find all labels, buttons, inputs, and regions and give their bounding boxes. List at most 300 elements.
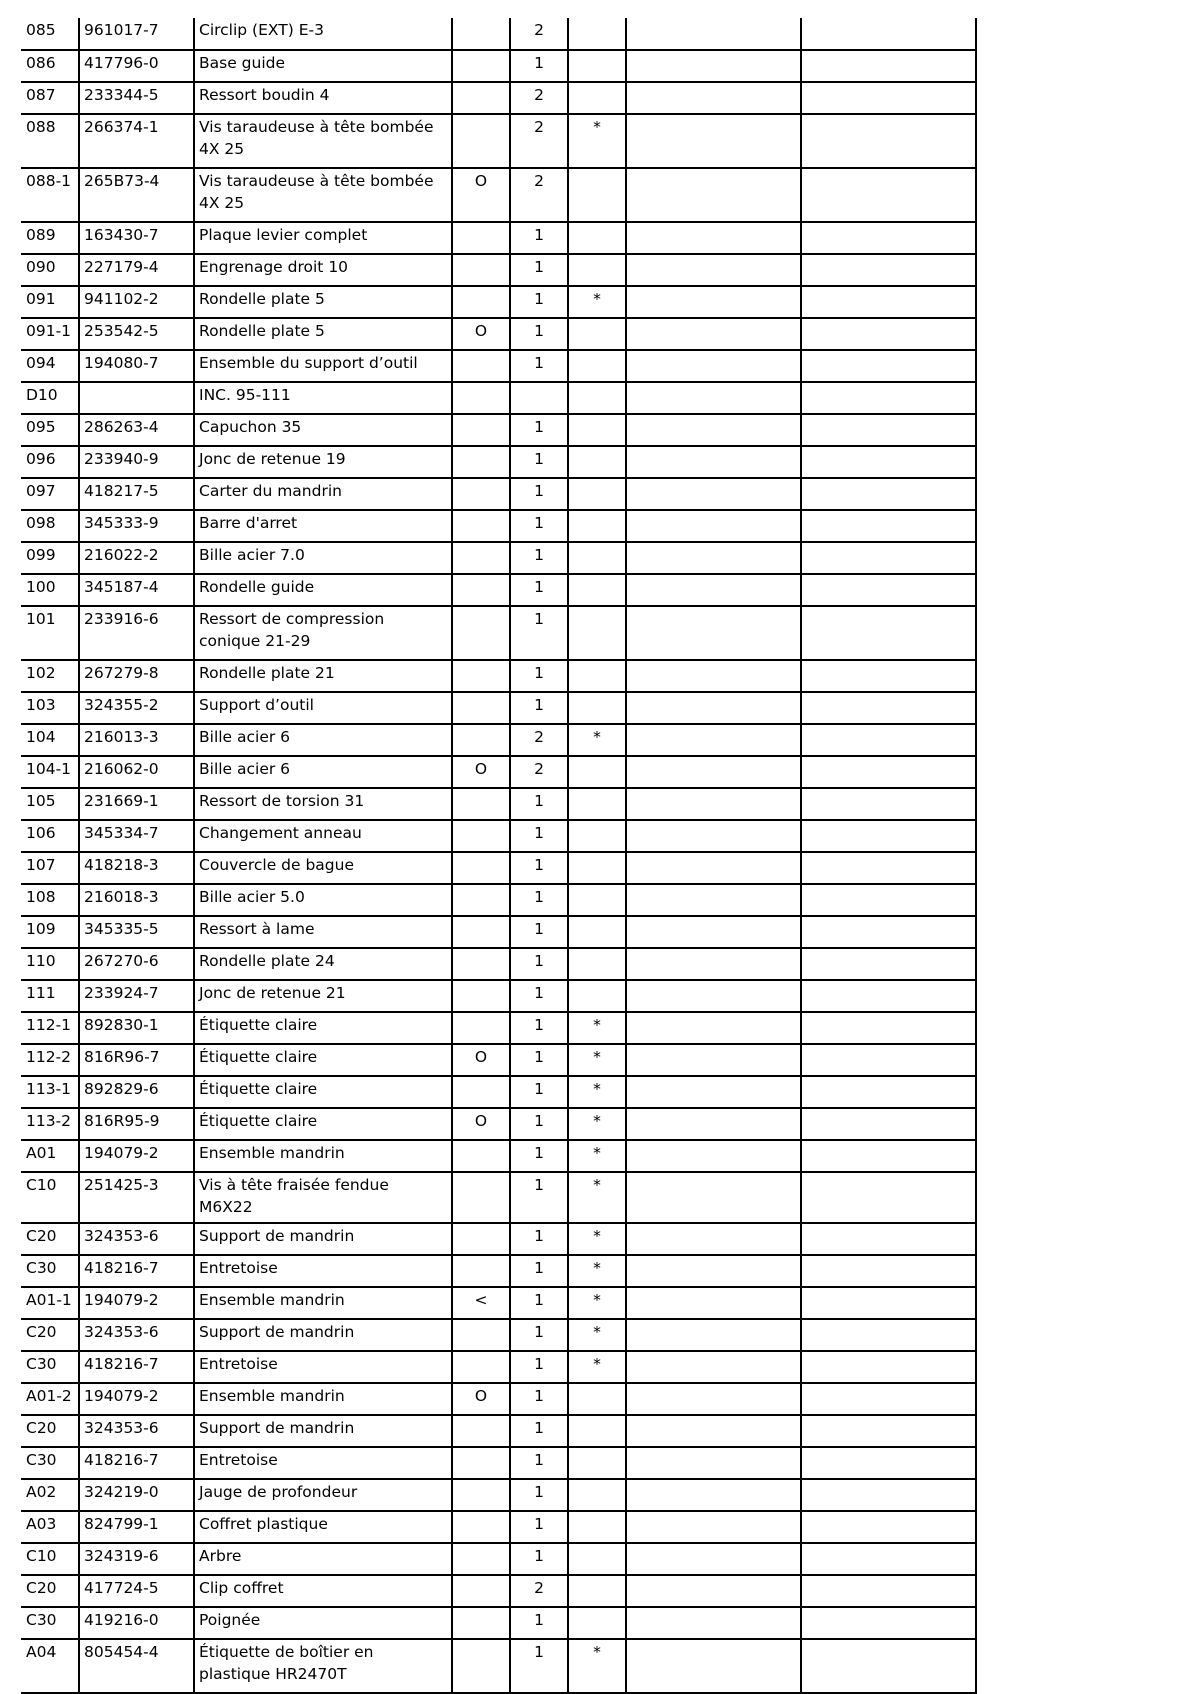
- item-number-cell: A03: [21, 1511, 79, 1543]
- table-row: [21, 852, 976, 884]
- blank-cell: [626, 756, 801, 788]
- table-row: [21, 1319, 976, 1351]
- blank-cell: [626, 350, 801, 382]
- blank-cell: [801, 382, 976, 414]
- table-row: [21, 318, 976, 350]
- description-cell: Plaque levier complet: [194, 222, 452, 254]
- quantity-cell: 1: [510, 980, 568, 1012]
- blank-cell: [801, 1044, 976, 1076]
- blank-cell: [626, 168, 801, 222]
- item-number-cell: C10: [21, 1172, 79, 1223]
- item-number-cell: 109: [21, 916, 79, 948]
- blank-cell: [801, 1479, 976, 1511]
- quantity-cell: 2: [510, 168, 568, 222]
- blank-cell: [801, 756, 976, 788]
- blank-cell: [801, 1223, 976, 1255]
- blank-cell: [801, 1415, 976, 1447]
- part-number-cell: 324355-2: [79, 692, 194, 724]
- table-row: [21, 1287, 976, 1319]
- option-cell: [452, 980, 510, 1012]
- note-cell: *: [568, 1108, 626, 1140]
- blank-cell: [626, 1479, 801, 1511]
- quantity-cell: 1: [510, 948, 568, 980]
- option-cell: [452, 50, 510, 82]
- table-row: [21, 1479, 976, 1511]
- quantity-cell: 1: [510, 1479, 568, 1511]
- description-cell: Support de mandrin: [194, 1223, 452, 1255]
- quantity-cell: 1: [510, 852, 568, 884]
- option-cell: [452, 852, 510, 884]
- note-cell: [568, 414, 626, 446]
- table-row: [21, 788, 976, 820]
- option-cell: [452, 446, 510, 478]
- quantity-cell: 1: [510, 1415, 568, 1447]
- description-cell: Support de mandrin: [194, 1415, 452, 1447]
- option-cell: [452, 350, 510, 382]
- quantity-cell: 2: [510, 82, 568, 114]
- blank-cell: [801, 980, 976, 1012]
- table-row: [21, 114, 976, 168]
- part-number-cell: 266374-1: [79, 114, 194, 168]
- table-row: [21, 948, 976, 980]
- quantity-cell: [510, 382, 568, 414]
- description-cell: Capuchon 35: [194, 414, 452, 446]
- part-number-cell: 216013-3: [79, 724, 194, 756]
- description-cell: Étiquette claire: [194, 1076, 452, 1108]
- part-number-cell: 233924-7: [79, 980, 194, 1012]
- part-number-cell: 216018-3: [79, 884, 194, 916]
- description-cell: Ensemble mandrin: [194, 1383, 452, 1415]
- table-row: [21, 756, 976, 788]
- table-row: [21, 510, 976, 542]
- blank-cell: [801, 1575, 976, 1607]
- table-row: [21, 1415, 976, 1447]
- table-row: [21, 254, 976, 286]
- table-row: [21, 820, 976, 852]
- table-row: [21, 1223, 976, 1255]
- blank-cell: [801, 168, 976, 222]
- quantity-cell: 1: [510, 446, 568, 478]
- description-cell: Jonc de retenue 19: [194, 446, 452, 478]
- description-cell: Bille acier 6: [194, 756, 452, 788]
- quantity-cell: 1: [510, 478, 568, 510]
- part-number-cell: 194080-7: [79, 350, 194, 382]
- blank-cell: [801, 574, 976, 606]
- blank-cell: [801, 50, 976, 82]
- option-cell: [452, 286, 510, 318]
- table-row: [21, 1607, 976, 1639]
- note-cell: *: [568, 1076, 626, 1108]
- blank-cell: [801, 948, 976, 980]
- quantity-cell: 1: [510, 606, 568, 660]
- part-number-cell: 267270-6: [79, 948, 194, 980]
- description-cell: Entretoise: [194, 1351, 452, 1383]
- note-cell: [568, 574, 626, 606]
- description-cell: Barre d'arret: [194, 510, 452, 542]
- description-cell: Jauge de profondeur: [194, 1479, 452, 1511]
- part-number-cell: 324319-6: [79, 1543, 194, 1575]
- blank-cell: [626, 18, 801, 50]
- description-cell: Vis à tête fraisée fendue M6X22: [194, 1172, 452, 1223]
- blank-cell: [626, 414, 801, 446]
- blank-cell: [801, 852, 976, 884]
- description-cell: Coffret plastique: [194, 1511, 452, 1543]
- blank-cell: [626, 1172, 801, 1223]
- option-cell: [452, 1076, 510, 1108]
- blank-cell: [626, 606, 801, 660]
- item-number-cell: 112-2: [21, 1044, 79, 1076]
- table-row: [21, 1172, 976, 1223]
- table-row: [21, 1575, 976, 1607]
- part-number-cell: 345187-4: [79, 574, 194, 606]
- part-number-cell: 163430-7: [79, 222, 194, 254]
- table-row: [21, 18, 976, 50]
- quantity-cell: 1: [510, 414, 568, 446]
- description-cell: Ressort de torsion 31: [194, 788, 452, 820]
- description-cell: Carter du mandrin: [194, 478, 452, 510]
- item-number-cell: 098: [21, 510, 79, 542]
- option-cell: O: [452, 756, 510, 788]
- description-cell: Rondelle plate 5: [194, 286, 452, 318]
- note-cell: [568, 18, 626, 50]
- option-cell: [452, 1172, 510, 1223]
- table-row: [21, 350, 976, 382]
- option-cell: [452, 1319, 510, 1351]
- item-number-cell: 095: [21, 414, 79, 446]
- option-cell: [452, 254, 510, 286]
- item-number-cell: 106: [21, 820, 79, 852]
- option-cell: [452, 18, 510, 50]
- part-number-cell: 418216-7: [79, 1255, 194, 1287]
- item-number-cell: C20: [21, 1575, 79, 1607]
- part-number-cell: 324353-6: [79, 1415, 194, 1447]
- part-number-cell: 324219-0: [79, 1479, 194, 1511]
- blank-cell: [626, 222, 801, 254]
- quantity-cell: 1: [510, 1319, 568, 1351]
- quantity-cell: 1: [510, 286, 568, 318]
- note-cell: [568, 916, 626, 948]
- blank-cell: [801, 1607, 976, 1639]
- blank-cell: [626, 980, 801, 1012]
- blank-cell: [801, 1012, 976, 1044]
- part-number-cell: 233916-6: [79, 606, 194, 660]
- quantity-cell: 1: [510, 1012, 568, 1044]
- option-cell: O: [452, 318, 510, 350]
- quantity-cell: 1: [510, 820, 568, 852]
- description-cell: Rondelle plate 5: [194, 318, 452, 350]
- blank-cell: [626, 1012, 801, 1044]
- item-number-cell: 089: [21, 222, 79, 254]
- table-row: [21, 692, 976, 724]
- item-number-cell: 088: [21, 114, 79, 168]
- note-cell: [568, 254, 626, 286]
- part-number-cell: 892830-1: [79, 1012, 194, 1044]
- blank-cell: [626, 478, 801, 510]
- table-row: [21, 980, 976, 1012]
- option-cell: O: [452, 1044, 510, 1076]
- option-cell: [452, 1575, 510, 1607]
- note-cell: *: [568, 1172, 626, 1223]
- description-cell: INC. 95-111: [194, 382, 452, 414]
- description-cell: Engrenage droit 10: [194, 254, 452, 286]
- item-number-cell: 113-1: [21, 1076, 79, 1108]
- item-number-cell: 091: [21, 286, 79, 318]
- blank-cell: [626, 574, 801, 606]
- table-row: [21, 916, 976, 948]
- option-cell: [452, 1543, 510, 1575]
- blank-cell: [801, 788, 976, 820]
- blank-cell: [801, 350, 976, 382]
- quantity-cell: 1: [510, 1383, 568, 1415]
- note-cell: *: [568, 114, 626, 168]
- blank-cell: [801, 414, 976, 446]
- blank-cell: [801, 1076, 976, 1108]
- option-cell: [452, 1415, 510, 1447]
- item-number-cell: A02: [21, 1479, 79, 1511]
- table-row: [21, 1108, 976, 1140]
- part-number-cell: 251425-3: [79, 1172, 194, 1223]
- note-cell: [568, 820, 626, 852]
- note-cell: [568, 756, 626, 788]
- note-cell: [568, 82, 626, 114]
- note-cell: *: [568, 724, 626, 756]
- table-row: [21, 1044, 976, 1076]
- quantity-cell: 1: [510, 1543, 568, 1575]
- blank-cell: [801, 1319, 976, 1351]
- quantity-cell: 1: [510, 884, 568, 916]
- option-cell: [452, 1140, 510, 1172]
- part-number-cell: 417796-0: [79, 50, 194, 82]
- blank-cell: [626, 1639, 801, 1693]
- table-row: [21, 478, 976, 510]
- table-row: [21, 1447, 976, 1479]
- blank-cell: [626, 660, 801, 692]
- part-number-cell: 231669-1: [79, 788, 194, 820]
- description-cell: Ressort boudin 4: [194, 82, 452, 114]
- blank-cell: [626, 50, 801, 82]
- blank-cell: [626, 1351, 801, 1383]
- note-cell: [568, 1479, 626, 1511]
- description-cell: Ressort de compression conique 21-29: [194, 606, 452, 660]
- blank-cell: [801, 254, 976, 286]
- parts-list: [21, 18, 976, 1694]
- part-number-cell: [79, 382, 194, 414]
- blank-cell: [801, 510, 976, 542]
- option-cell: [452, 542, 510, 574]
- item-number-cell: A01: [21, 1140, 79, 1172]
- description-cell: Étiquette claire: [194, 1108, 452, 1140]
- part-number-cell: 418216-7: [79, 1447, 194, 1479]
- quantity-cell: 1: [510, 660, 568, 692]
- item-number-cell: 110: [21, 948, 79, 980]
- description-cell: Clip coffret: [194, 1575, 452, 1607]
- table-row: [21, 1543, 976, 1575]
- blank-cell: [801, 1351, 976, 1383]
- item-number-cell: 107: [21, 852, 79, 884]
- table-row: [21, 382, 976, 414]
- description-cell: Base guide: [194, 50, 452, 82]
- part-number-cell: 216062-0: [79, 756, 194, 788]
- blank-cell: [626, 446, 801, 478]
- option-cell: [452, 820, 510, 852]
- description-cell: Étiquette claire: [194, 1012, 452, 1044]
- item-number-cell: 105: [21, 788, 79, 820]
- part-number-cell: 805454-4: [79, 1639, 194, 1693]
- item-number-cell: 113-2: [21, 1108, 79, 1140]
- note-cell: [568, 980, 626, 1012]
- blank-cell: [801, 446, 976, 478]
- blank-cell: [626, 1140, 801, 1172]
- table-row: [21, 414, 976, 446]
- description-cell: Ensemble mandrin: [194, 1287, 452, 1319]
- description-cell: Bille acier 7.0: [194, 542, 452, 574]
- part-number-cell: 194079-2: [79, 1140, 194, 1172]
- note-cell: [568, 542, 626, 574]
- quantity-cell: 1: [510, 350, 568, 382]
- option-cell: [452, 414, 510, 446]
- blank-cell: [801, 1383, 976, 1415]
- note-cell: [568, 478, 626, 510]
- part-number-cell: 227179-4: [79, 254, 194, 286]
- part-number-cell: 816R96-7: [79, 1044, 194, 1076]
- note-cell: *: [568, 1255, 626, 1287]
- blank-cell: [626, 254, 801, 286]
- item-number-cell: 108: [21, 884, 79, 916]
- blank-cell: [626, 692, 801, 724]
- part-number-cell: 418218-3: [79, 852, 194, 884]
- note-cell: [568, 222, 626, 254]
- blank-cell: [626, 788, 801, 820]
- note-cell: [568, 1607, 626, 1639]
- part-number-cell: 419216-0: [79, 1607, 194, 1639]
- quantity-cell: 1: [510, 222, 568, 254]
- item-number-cell: A04: [21, 1639, 79, 1693]
- blank-cell: [626, 1319, 801, 1351]
- blank-cell: [626, 884, 801, 916]
- item-number-cell: C30: [21, 1255, 79, 1287]
- blank-cell: [626, 318, 801, 350]
- blank-cell: [626, 948, 801, 980]
- quantity-cell: 1: [510, 1607, 568, 1639]
- table-row: [21, 168, 976, 222]
- note-cell: *: [568, 1287, 626, 1319]
- option-cell: [452, 606, 510, 660]
- option-cell: [452, 788, 510, 820]
- description-cell: Arbre: [194, 1543, 452, 1575]
- table-row: [21, 446, 976, 478]
- blank-cell: [801, 606, 976, 660]
- table-row: [21, 542, 976, 574]
- option-cell: [452, 1351, 510, 1383]
- quantity-cell: 1: [510, 510, 568, 542]
- table-row: [21, 1383, 976, 1415]
- description-cell: Vis taraudeuse à tête bombée 4X 25: [194, 168, 452, 222]
- description-cell: Ensemble du support d’outil: [194, 350, 452, 382]
- blank-cell: [626, 1044, 801, 1076]
- note-cell: *: [568, 1044, 626, 1076]
- quantity-cell: 1: [510, 692, 568, 724]
- table-row: [21, 1140, 976, 1172]
- blank-cell: [801, 1447, 976, 1479]
- blank-cell: [801, 1172, 976, 1223]
- blank-cell: [801, 114, 976, 168]
- option-cell: O: [452, 1383, 510, 1415]
- part-number-cell: 233344-5: [79, 82, 194, 114]
- note-cell: [568, 510, 626, 542]
- description-cell: Entretoise: [194, 1255, 452, 1287]
- blank-cell: [626, 820, 801, 852]
- description-cell: Rondelle plate 24: [194, 948, 452, 980]
- note-cell: [568, 1543, 626, 1575]
- quantity-cell: 1: [510, 542, 568, 574]
- part-number-cell: 194079-2: [79, 1383, 194, 1415]
- quantity-cell: 1: [510, 318, 568, 350]
- quantity-cell: 1: [510, 1639, 568, 1693]
- blank-cell: [801, 542, 976, 574]
- quantity-cell: 1: [510, 1108, 568, 1140]
- item-number-cell: C30: [21, 1351, 79, 1383]
- blank-cell: [801, 82, 976, 114]
- note-cell: [568, 660, 626, 692]
- blank-cell: [626, 510, 801, 542]
- description-cell: Jonc de retenue 21: [194, 980, 452, 1012]
- description-cell: Vis taraudeuse à tête bombée 4X 25: [194, 114, 452, 168]
- option-cell: [452, 478, 510, 510]
- description-cell: Ressort à lame: [194, 916, 452, 948]
- item-number-cell: C30: [21, 1607, 79, 1639]
- description-cell: Changement anneau: [194, 820, 452, 852]
- note-cell: *: [568, 286, 626, 318]
- blank-cell: [626, 1607, 801, 1639]
- quantity-cell: 2: [510, 1575, 568, 1607]
- description-cell: Rondelle guide: [194, 574, 452, 606]
- part-number-cell: 418216-7: [79, 1351, 194, 1383]
- quantity-cell: 1: [510, 1447, 568, 1479]
- item-number-cell: 097: [21, 478, 79, 510]
- blank-cell: [626, 114, 801, 168]
- table-row: [21, 286, 976, 318]
- description-cell: Entretoise: [194, 1447, 452, 1479]
- item-number-cell: 112-1: [21, 1012, 79, 1044]
- blank-cell: [801, 1543, 976, 1575]
- item-number-cell: 086: [21, 50, 79, 82]
- blank-cell: [626, 382, 801, 414]
- item-number-cell: A01-1: [21, 1287, 79, 1319]
- table-row: [21, 50, 976, 82]
- table-row: [21, 1076, 976, 1108]
- quantity-cell: 1: [510, 50, 568, 82]
- note-cell: [568, 50, 626, 82]
- note-cell: [568, 606, 626, 660]
- item-number-cell: 111: [21, 980, 79, 1012]
- item-number-cell: 091-1: [21, 318, 79, 350]
- part-number-cell: 816R95-9: [79, 1108, 194, 1140]
- blank-cell: [626, 916, 801, 948]
- blank-cell: [626, 1076, 801, 1108]
- quantity-cell: 1: [510, 254, 568, 286]
- table-row: [21, 660, 976, 692]
- item-number-cell: 094: [21, 350, 79, 382]
- item-number-cell: 101: [21, 606, 79, 660]
- description-cell: Poignée: [194, 1607, 452, 1639]
- option-cell: [452, 1511, 510, 1543]
- description-cell: Circlip (EXT) E-3: [194, 18, 452, 50]
- table-row: [21, 724, 976, 756]
- option-cell: [452, 114, 510, 168]
- part-number-cell: 253542-5: [79, 318, 194, 350]
- description-cell: Bille acier 5.0: [194, 884, 452, 916]
- description-cell: Couvercle de bague: [194, 852, 452, 884]
